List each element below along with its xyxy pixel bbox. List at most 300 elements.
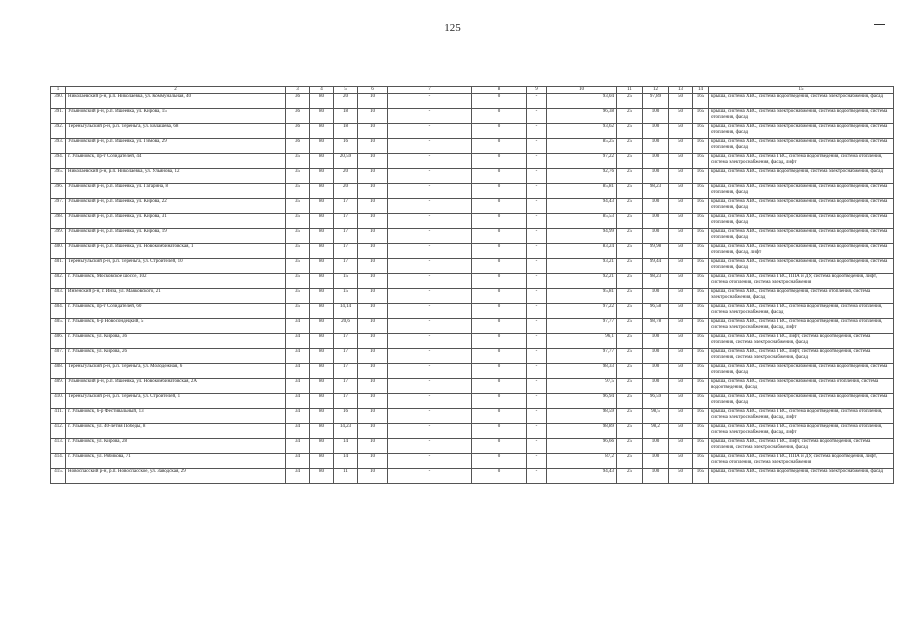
value-cell: 0 — [472, 244, 527, 259]
address-cell: г. Ульяновск, б-р Фестивальный, 13 — [66, 409, 286, 424]
value-cell: 14 — [334, 439, 358, 454]
works-cell: крыша, система ХВС, система ГВС, система водоотведения, система отопления, система электроснабжения, фасад, лифт — [709, 154, 894, 169]
works-cell: крыша, система ХВС, система электроснабжения, система водоотведения, система отопления, фасад — [709, 394, 894, 409]
value-cell: - — [388, 424, 472, 439]
value-cell: 98,23 — [643, 274, 669, 289]
value-cell: 16 — [334, 409, 358, 424]
address-cell: Инзенский р-н, г. Инза, ул. Маяковского, 21 — [66, 289, 286, 304]
column-number-header-row — [51, 87, 894, 94]
value-cell: 165 — [693, 199, 709, 214]
column-number-cell: 3 — [286, 87, 310, 94]
value-cell: 50 — [669, 379, 693, 394]
table-row — [51, 394, 894, 409]
address-cell: Тереньгульский р-н, р.п. Тереньга, ул. Строителей, 10 — [66, 259, 286, 274]
value-cell: 25 — [617, 319, 643, 334]
address-cell: г. Ульяновск, б-р Новосондецкий, 5 — [66, 319, 286, 334]
row-number-cell: 405. — [51, 319, 66, 334]
table-row — [51, 439, 894, 454]
value-cell: 17 — [334, 394, 358, 409]
value-cell: 10 — [358, 319, 388, 334]
value-cell: 97,77 — [547, 319, 617, 334]
table-row — [51, 349, 894, 364]
value-cell: 34 — [286, 334, 310, 349]
value-cell: 25 — [617, 289, 643, 304]
value-cell: 80 — [310, 184, 334, 199]
value-cell: - — [388, 109, 472, 124]
works-cell: крыша, система ХВС, система электроснабжения, система отопления, система водоотведения, фасад — [709, 379, 894, 394]
value-cell: - — [527, 349, 547, 364]
value-cell: 165 — [693, 94, 709, 109]
value-cell: - — [527, 454, 547, 469]
value-cell: 18 — [334, 109, 358, 124]
value-cell: - — [388, 319, 472, 334]
table-body — [51, 87, 894, 484]
value-cell: 165 — [693, 349, 709, 364]
value-cell: 15 — [334, 274, 358, 289]
value-cell: 50 — [669, 244, 693, 259]
value-cell: 10 — [358, 94, 388, 109]
value-cell: 94,43 — [547, 199, 617, 214]
row-number-cell: 391. — [51, 109, 66, 124]
value-cell: 165 — [693, 439, 709, 454]
value-cell: 36 — [286, 94, 310, 109]
address-cell: Ульяновский р-н, р.п. Ишеевка, ул. Новокомбинатовская, 1 — [66, 244, 286, 259]
value-cell: 97,89 — [643, 94, 669, 109]
value-cell: 25 — [617, 364, 643, 379]
value-cell: 98,2 — [643, 424, 669, 439]
value-cell: 80 — [310, 439, 334, 454]
row-number-cell: 396. — [51, 184, 66, 199]
value-cell: - — [388, 199, 472, 214]
value-cell: 80 — [310, 124, 334, 139]
value-cell: 10 — [358, 289, 388, 304]
value-cell: 99,98 — [643, 244, 669, 259]
value-cell: 165 — [693, 109, 709, 124]
value-cell: 165 — [693, 289, 709, 304]
edge-mark — [874, 24, 885, 25]
value-cell: 100 — [643, 139, 669, 154]
value-cell: 0 — [472, 424, 527, 439]
works-cell: крыша, система ХВС, система электроснабжения, система водоотведения, система отопления, фасад — [709, 184, 894, 199]
value-cell: 100 — [643, 289, 669, 304]
value-cell: - — [527, 364, 547, 379]
value-cell: 34 — [286, 439, 310, 454]
value-cell: 10 — [358, 304, 388, 319]
value-cell: 165 — [693, 409, 709, 424]
value-cell: 0 — [472, 394, 527, 409]
row-number-cell: 409. — [51, 379, 66, 394]
table-row — [51, 214, 894, 229]
value-cell: 100 — [643, 124, 669, 139]
table-row — [51, 454, 894, 469]
works-cell: крыша, система ХВС, система электроснабжения, система водоотведения, система отопления, фасад — [709, 259, 894, 274]
value-cell: 80 — [310, 319, 334, 334]
value-cell: 50 — [669, 139, 693, 154]
value-cell: 100 — [643, 349, 669, 364]
table-row — [51, 424, 894, 439]
value-cell: 17 — [334, 349, 358, 364]
table-row — [51, 184, 894, 199]
value-cell: 35 — [286, 259, 310, 274]
address-cell: Ульяновский р-н, р.п. Ишеевка, ул. Кирова, 22 — [66, 199, 286, 214]
value-cell: 10 — [358, 349, 388, 364]
value-cell: 0 — [472, 169, 527, 184]
works-cell: крыша, система ХВС, система электроснабжения, система водоотведения, система отопления, фасад — [709, 139, 894, 154]
value-cell: - — [388, 229, 472, 244]
value-cell: 80 — [310, 244, 334, 259]
value-cell: - — [388, 349, 472, 364]
row-number-cell: 390. — [51, 94, 66, 109]
value-cell: 25 — [617, 154, 643, 169]
value-cell: 0 — [472, 214, 527, 229]
works-cell: крыша, система ХВС, система ГВС, лифт, система водоотведения, система отопления, система электроснабжения, фасад — [709, 334, 894, 349]
value-cell: 35 — [286, 184, 310, 199]
value-cell: 80 — [310, 334, 334, 349]
value-cell: 20,6 — [334, 319, 358, 334]
row-number-cell: 404. — [51, 304, 66, 319]
value-cell: 50 — [669, 409, 693, 424]
value-cell: - — [388, 304, 472, 319]
works-cell: крыша, система ХВС, система ГВС, система водоотведения, система отопления, система электроснабжения, фасад, лифт — [709, 424, 894, 439]
value-cell: 20,59 — [334, 154, 358, 169]
address-cell: Ульяновский р-н, р.п. Ишеевка, ул. Кирова, 31 — [66, 214, 286, 229]
value-cell: 10 — [358, 424, 388, 439]
value-cell: 165 — [693, 364, 709, 379]
value-cell: - — [527, 304, 547, 319]
works-cell: крыша, система ХВС, система электроснабжения, система водоотведения, система отопления, фасад — [709, 214, 894, 229]
value-cell: 0 — [472, 109, 527, 124]
value-cell: 50 — [669, 334, 693, 349]
housing-table-container — [50, 86, 893, 484]
value-cell: 165 — [693, 124, 709, 139]
value-cell: 25 — [617, 334, 643, 349]
value-cell: 10 — [358, 109, 388, 124]
value-cell: - — [527, 439, 547, 454]
value-cell: 0 — [472, 319, 527, 334]
table-row — [51, 109, 894, 124]
column-number-cell: 9 — [527, 87, 547, 94]
value-cell: 50 — [669, 454, 693, 469]
address-cell: г. Ульяновск, ул. Кирова, 28 — [66, 439, 286, 454]
works-cell: крыша, система ХВС, система ГВС, система водоотведения, система отопления, система электроснабжения, фасад — [709, 304, 894, 319]
row-number-cell: 410. — [51, 394, 66, 409]
value-cell: 20 — [334, 184, 358, 199]
value-cell: - — [527, 394, 547, 409]
value-cell: - — [527, 124, 547, 139]
value-cell: 92,21 — [547, 274, 617, 289]
value-cell: 50 — [669, 109, 693, 124]
value-cell: 10 — [358, 274, 388, 289]
value-cell: - — [388, 259, 472, 274]
works-cell: крыша, система ХВС, система водоотведения, система отопления, система электроснабжения, фасад — [709, 289, 894, 304]
value-cell: 0 — [472, 349, 527, 364]
value-cell: 10 — [358, 169, 388, 184]
value-cell: 0 — [472, 334, 527, 349]
value-cell: - — [527, 319, 547, 334]
value-cell: 50 — [669, 169, 693, 184]
value-cell: 14,23 — [334, 424, 358, 439]
value-cell: - — [388, 439, 472, 454]
value-cell: 17 — [334, 364, 358, 379]
works-cell: крыша, система ХВС, система ГВС, лифт, система водоотведения, система отопления, система электроснабжения, фасад — [709, 439, 894, 454]
value-cell: 92,76 — [547, 169, 617, 184]
value-cell: 99,44 — [643, 259, 669, 274]
value-cell: - — [527, 469, 547, 484]
address-cell: Ульяновский р-н, р.п. Ишеевка, ул. Гагарина, 8 — [66, 184, 286, 199]
value-cell: - — [388, 289, 472, 304]
table-row — [51, 169, 894, 184]
value-cell: 165 — [693, 139, 709, 154]
value-cell: 17 — [334, 214, 358, 229]
column-number-cell: 1 — [51, 87, 66, 94]
value-cell: 96,94 — [547, 394, 617, 409]
value-cell: 80 — [310, 304, 334, 319]
value-cell: 34 — [286, 409, 310, 424]
value-cell: - — [388, 154, 472, 169]
value-cell: 100 — [643, 454, 669, 469]
value-cell: 35 — [286, 199, 310, 214]
value-cell: 98,23 — [643, 184, 669, 199]
value-cell: 165 — [693, 319, 709, 334]
value-cell: 10 — [358, 259, 388, 274]
value-cell: 10 — [358, 439, 388, 454]
value-cell: 100 — [643, 364, 669, 379]
column-number-cell: 2 — [66, 87, 286, 94]
value-cell: 50 — [669, 289, 693, 304]
value-cell: 17 — [334, 244, 358, 259]
works-cell: крыша, система ХВС, система электроснабжения, система водоотведения, система отопления, фасад — [709, 364, 894, 379]
value-cell: 25 — [617, 94, 643, 109]
value-cell: 50 — [669, 439, 693, 454]
value-cell: 15 — [334, 289, 358, 304]
value-cell: 50 — [669, 319, 693, 334]
value-cell: - — [527, 244, 547, 259]
value-cell: 93,62 — [547, 124, 617, 139]
column-number-cell: 12 — [643, 87, 669, 94]
value-cell: 80 — [310, 274, 334, 289]
value-cell: 100 — [643, 229, 669, 244]
row-number-cell: 393. — [51, 139, 66, 154]
value-cell: - — [527, 199, 547, 214]
value-cell: 50 — [669, 469, 693, 484]
value-cell: 165 — [693, 214, 709, 229]
row-number-cell: 398. — [51, 214, 66, 229]
value-cell: 50 — [669, 154, 693, 169]
value-cell: 0 — [472, 184, 527, 199]
value-cell: 17 — [334, 229, 358, 244]
value-cell: 80 — [310, 94, 334, 109]
value-cell: 25 — [617, 439, 643, 454]
value-cell: 165 — [693, 304, 709, 319]
value-cell: 17 — [334, 199, 358, 214]
value-cell: 35 — [286, 214, 310, 229]
value-cell: 83,24 — [547, 244, 617, 259]
value-cell: 10 — [358, 214, 388, 229]
value-cell: 10 — [358, 379, 388, 394]
value-cell: 95,81 — [547, 289, 617, 304]
table-row — [51, 409, 894, 424]
value-cell: 97,5 — [547, 379, 617, 394]
value-cell: 80 — [310, 349, 334, 364]
row-number-cell: 411. — [51, 409, 66, 424]
value-cell: 10 — [358, 199, 388, 214]
works-cell: крыша, система ХВС, система ГВС, система водоотведения, система отопления, система электроснабжения, фасад, лифт — [709, 409, 894, 424]
value-cell: 80 — [310, 109, 334, 124]
row-number-cell: 392. — [51, 124, 66, 139]
value-cell: 35 — [286, 274, 310, 289]
value-cell: 10 — [358, 364, 388, 379]
value-cell: 18 — [334, 124, 358, 139]
value-cell: - — [527, 154, 547, 169]
table-row — [51, 124, 894, 139]
row-number-cell: 401. — [51, 259, 66, 274]
value-cell: 35 — [286, 229, 310, 244]
value-cell: 50 — [669, 304, 693, 319]
column-number-cell: 4 — [310, 87, 334, 94]
value-cell: 50 — [669, 184, 693, 199]
value-cell: 34 — [286, 394, 310, 409]
value-cell: 17 — [334, 259, 358, 274]
value-cell: 11 — [334, 469, 358, 484]
works-cell: крыша, система ХВС, система электроснабжения, система водоотведения, система отопления, фасад, лифт — [709, 244, 894, 259]
row-number-cell: 413. — [51, 439, 66, 454]
value-cell: 34 — [286, 379, 310, 394]
value-cell: 34 — [286, 469, 310, 484]
value-cell: - — [388, 454, 472, 469]
value-cell: 50 — [669, 124, 693, 139]
column-number-cell: 6 — [358, 87, 388, 94]
value-cell: 0 — [472, 469, 527, 484]
works-cell: крыша, система ХВС, система водоотведения, система электроснабжения, фасад — [709, 94, 894, 109]
housing-repair-table — [50, 86, 894, 484]
value-cell: 165 — [693, 469, 709, 484]
value-cell: 85,25 — [547, 139, 617, 154]
value-cell: 50 — [669, 214, 693, 229]
value-cell: 50 — [669, 349, 693, 364]
value-cell: 10 — [358, 154, 388, 169]
value-cell: - — [527, 274, 547, 289]
value-cell: 97,77 — [547, 349, 617, 364]
table-row — [51, 259, 894, 274]
value-cell: 0 — [472, 199, 527, 214]
value-cell: 80 — [310, 409, 334, 424]
address-cell: г. Ульяновск, ул. Кирова, 36 — [66, 334, 286, 349]
row-number-cell: 394. — [51, 154, 66, 169]
value-cell: 25 — [617, 379, 643, 394]
table-row — [51, 379, 894, 394]
value-cell: - — [527, 184, 547, 199]
row-number-cell: 414. — [51, 454, 66, 469]
value-cell: 10 — [358, 244, 388, 259]
row-number-cell: 406. — [51, 334, 66, 349]
value-cell: 50 — [669, 394, 693, 409]
value-cell: 35 — [286, 289, 310, 304]
row-number-cell: 403. — [51, 289, 66, 304]
value-cell: 165 — [693, 259, 709, 274]
address-cell: г. Ульяновск, пр-т Созидателей, 44 — [66, 154, 286, 169]
address-cell: г. Ульяновск, Московское шоссе, 102 — [66, 274, 286, 289]
value-cell: 25 — [617, 349, 643, 364]
value-cell: 85,81 — [547, 184, 617, 199]
column-number-cell: 8 — [472, 87, 527, 94]
row-number-cell: 402. — [51, 274, 66, 289]
value-cell: 80 — [310, 454, 334, 469]
value-cell: 100 — [643, 334, 669, 349]
address-cell: г. Ульяновск, ул. 40-летия Победы, 8 — [66, 424, 286, 439]
value-cell: 16 — [334, 139, 358, 154]
value-cell: 0 — [472, 94, 527, 109]
value-cell: 80 — [310, 169, 334, 184]
value-cell: 0 — [472, 454, 527, 469]
value-cell: 80 — [310, 469, 334, 484]
works-cell: крыша, система ХВС, система водоотведения, система электроснабжения, фасад — [709, 469, 894, 484]
column-number-cell: 11 — [617, 87, 643, 94]
value-cell: 165 — [693, 154, 709, 169]
table-row — [51, 304, 894, 319]
value-cell: - — [388, 364, 472, 379]
value-cell: 100 — [643, 169, 669, 184]
row-number-cell: 397. — [51, 199, 66, 214]
value-cell: 25 — [617, 229, 643, 244]
value-cell: 96,59 — [643, 394, 669, 409]
table-row — [51, 274, 894, 289]
value-cell: - — [388, 379, 472, 394]
value-cell: 0 — [472, 124, 527, 139]
value-cell: 97,22 — [547, 154, 617, 169]
row-number-cell: 412. — [51, 424, 66, 439]
value-cell: 34 — [286, 319, 310, 334]
table-row — [51, 334, 894, 349]
column-number-cell: 13 — [669, 87, 693, 94]
column-number-cell: 10 — [547, 87, 617, 94]
value-cell: - — [527, 409, 547, 424]
value-cell: 0 — [472, 304, 527, 319]
value-cell: 10 — [358, 124, 388, 139]
value-cell: 0 — [472, 364, 527, 379]
value-cell: 0 — [472, 274, 527, 289]
value-cell: - — [527, 424, 547, 439]
address-cell: Тереньгульский р-н, р.п. Тереньга, ул. Молодёжная, 6 — [66, 364, 286, 379]
address-cell: г. Ульяновск, ул. Рябикова, 71 — [66, 454, 286, 469]
value-cell: - — [388, 394, 472, 409]
value-cell: 35 — [286, 169, 310, 184]
value-cell: 25 — [617, 139, 643, 154]
value-cell: 100 — [643, 154, 669, 169]
table-row — [51, 229, 894, 244]
value-cell: 25 — [617, 109, 643, 124]
value-cell: 0 — [472, 379, 527, 394]
value-cell: 80 — [310, 364, 334, 379]
value-cell: 10 — [358, 469, 388, 484]
value-cell: 10 — [358, 184, 388, 199]
value-cell: 25 — [617, 259, 643, 274]
value-cell: 17 — [334, 379, 358, 394]
value-cell: 34 — [286, 424, 310, 439]
page-number: 125 — [444, 22, 461, 34]
value-cell: 50 — [669, 94, 693, 109]
table-row — [51, 319, 894, 334]
value-cell: 34 — [286, 349, 310, 364]
value-cell: - — [527, 109, 547, 124]
value-cell: 80 — [310, 424, 334, 439]
value-cell: 25 — [617, 469, 643, 484]
value-cell: 165 — [693, 184, 709, 199]
row-number-cell: 408. — [51, 364, 66, 379]
value-cell: - — [388, 214, 472, 229]
value-cell: 98,33 — [547, 364, 617, 379]
value-cell: 87,2 — [547, 454, 617, 469]
value-cell: 165 — [693, 394, 709, 409]
